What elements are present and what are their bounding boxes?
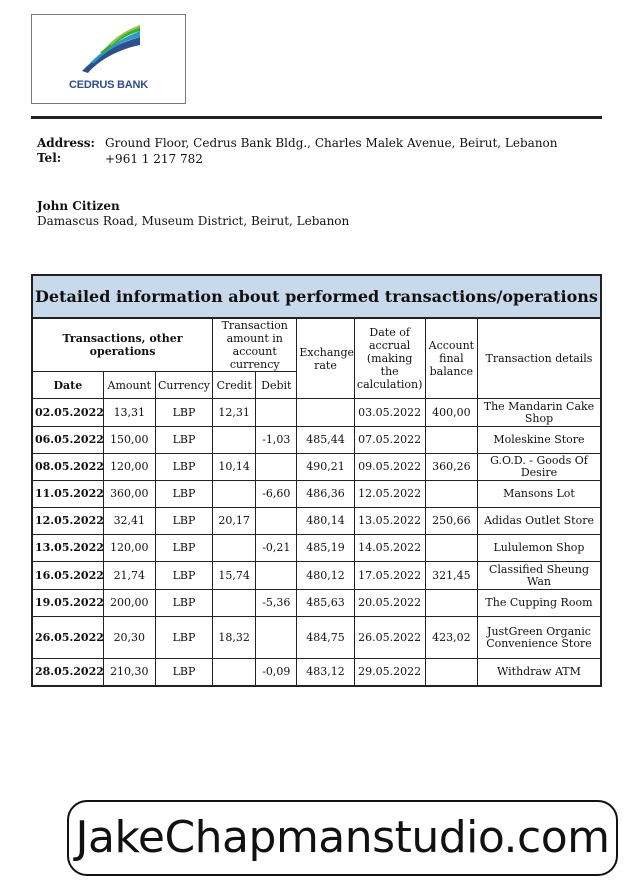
row-currency: LBP <box>155 399 212 427</box>
row-debit <box>256 508 297 535</box>
row-date: 28.05.2022 <box>32 659 103 686</box>
row-amount: 20,30 <box>103 617 155 659</box>
customer-block <box>37 199 349 229</box>
row-details: Adidas Outlet Store <box>477 508 601 535</box>
row-debit <box>256 617 297 659</box>
row-debit: -6,60 <box>256 481 297 508</box>
row-accrual-date: 17.05.2022 <box>354 562 425 590</box>
table-row <box>32 454 601 481</box>
row-credit <box>213 427 256 454</box>
row-credit: 12,31 <box>213 399 256 427</box>
row-details: The Mandarin Cake Shop <box>477 399 601 427</box>
row-currency: LBP <box>155 590 212 617</box>
row-balance <box>425 535 477 562</box>
row-exchange-rate: 484,75 <box>297 617 354 659</box>
row-debit: -5,36 <box>256 590 297 617</box>
row-credit: 20,17 <box>213 508 256 535</box>
row-accrual-date: 03.05.2022 <box>354 399 425 427</box>
row-details: Classified Sheung Wan <box>477 562 601 590</box>
transactions-body <box>32 399 601 686</box>
cedrus-logo-icon <box>78 25 142 77</box>
table-title: Detailed information about performed transactions/operations <box>32 275 601 318</box>
row-balance: 250,66 <box>425 508 477 535</box>
row-balance: 400,00 <box>425 399 477 427</box>
tel-label: Tel: <box>37 151 62 165</box>
table-row <box>32 508 601 535</box>
row-exchange-rate: 485,44 <box>297 427 354 454</box>
row-debit: -0,21 <box>256 535 297 562</box>
row-currency: LBP <box>155 535 212 562</box>
row-balance <box>425 427 477 454</box>
header-divider <box>31 116 602 119</box>
row-amount: 210,30 <box>103 659 155 686</box>
row-credit <box>213 659 256 686</box>
row-debit <box>256 454 297 481</box>
row-accrual-date: 13.05.2022 <box>354 508 425 535</box>
row-amount: 360,00 <box>103 481 155 508</box>
row-accrual-date: 29.05.2022 <box>354 659 425 686</box>
row-credit: 18,32 <box>213 617 256 659</box>
row-balance: 360,26 <box>425 454 477 481</box>
row-date: 06.05.2022 <box>32 427 103 454</box>
row-exchange-rate <box>297 399 354 427</box>
watermark: JakeChapmanstudio.com <box>67 800 618 876</box>
row-balance <box>425 481 477 508</box>
row-exchange-rate: 483,12 <box>297 659 354 686</box>
row-amount: 13,31 <box>103 399 155 427</box>
currency-header: Currency <box>155 372 212 399</box>
table-row <box>32 535 601 562</box>
row-currency: LBP <box>155 427 212 454</box>
row-accrual-date: 20.05.2022 <box>354 590 425 617</box>
row-details: The Cupping Room <box>477 590 601 617</box>
table-row <box>32 659 601 686</box>
row-currency: LBP <box>155 481 212 508</box>
row-date: 08.05.2022 <box>32 454 103 481</box>
row-details: Withdraw ATM <box>477 659 601 686</box>
row-balance <box>425 590 477 617</box>
row-accrual-date: 12.05.2022 <box>354 481 425 508</box>
row-details: Lululemon Shop <box>477 535 601 562</box>
row-date: 16.05.2022 <box>32 562 103 590</box>
table-row <box>32 617 601 659</box>
row-date: 12.05.2022 <box>32 508 103 535</box>
row-currency: LBP <box>155 454 212 481</box>
row-credit <box>213 481 256 508</box>
row-date: 11.05.2022 <box>32 481 103 508</box>
row-amount: 21,74 <box>103 562 155 590</box>
table-row <box>32 399 601 427</box>
row-details: JustGreen Organic Convenience Store <box>477 617 601 659</box>
final-balance-header: Account final balance <box>425 318 477 399</box>
transactions-table <box>31 274 602 687</box>
row-exchange-rate: 480,14 <box>297 508 354 535</box>
debit-header: Debit <box>256 372 297 399</box>
table-row <box>32 562 601 590</box>
row-balance <box>425 659 477 686</box>
row-details: Mansons Lot <box>477 481 601 508</box>
row-credit: 15,74 <box>213 562 256 590</box>
table-row <box>32 427 601 454</box>
row-currency: LBP <box>155 617 212 659</box>
row-exchange-rate: 486,36 <box>297 481 354 508</box>
row-date: 26.05.2022 <box>32 617 103 659</box>
exchange-rate-header: Exchange rate <box>297 318 354 399</box>
table-row <box>32 481 601 508</box>
row-currency: LBP <box>155 562 212 590</box>
customer-name: John Citizen <box>37 199 120 213</box>
row-amount: 120,00 <box>103 535 155 562</box>
customer-address: Damascus Road, Museum District, Beirut, Lebanon <box>37 214 350 228</box>
row-balance: 423,02 <box>425 617 477 659</box>
row-accrual-date: 09.05.2022 <box>354 454 425 481</box>
table-row <box>32 590 601 617</box>
row-debit: -0,09 <box>256 659 297 686</box>
amount-header: Amount <box>103 372 155 399</box>
bank-logo <box>31 14 186 104</box>
address-label: Address: <box>37 136 95 150</box>
group-header: Transactions, other operations <box>32 318 213 372</box>
row-date: 02.05.2022 <box>32 399 103 427</box>
row-exchange-rate: 485,19 <box>297 535 354 562</box>
bank-name: CEDRUS BANK <box>68 79 149 91</box>
row-balance: 321,45 <box>425 562 477 590</box>
amount-group-header: Transaction amount in account currency <box>213 318 297 372</box>
row-details: Moleskine Store <box>477 427 601 454</box>
accrual-date-header: Date of accrual (making the calculation) <box>354 318 425 399</box>
tel-value: +961 1 217 782 <box>105 152 203 166</box>
row-debit: -1,03 <box>256 427 297 454</box>
row-amount: 150,00 <box>103 427 155 454</box>
row-debit <box>256 399 297 427</box>
row-date: 19.05.2022 <box>32 590 103 617</box>
row-currency: LBP <box>155 659 212 686</box>
row-exchange-rate: 485,63 <box>297 590 354 617</box>
details-header: Transaction details <box>477 318 601 399</box>
row-amount: 120,00 <box>103 454 155 481</box>
row-accrual-date: 26.05.2022 <box>354 617 425 659</box>
row-credit <box>213 590 256 617</box>
address-value: Ground Floor, Cedrus Bank Bldg., Charles Malek Avenue, Beirut, Lebanon <box>105 136 558 150</box>
row-accrual-date: 14.05.2022 <box>354 535 425 562</box>
row-credit: 10,14 <box>213 454 256 481</box>
row-amount: 200,00 <box>103 590 155 617</box>
row-credit <box>213 535 256 562</box>
row-debit <box>256 562 297 590</box>
row-currency: LBP <box>155 508 212 535</box>
date-header: Date <box>32 372 103 399</box>
row-date: 13.05.2022 <box>32 535 103 562</box>
row-amount: 32,41 <box>103 508 155 535</box>
row-exchange-rate: 490,21 <box>297 454 354 481</box>
row-exchange-rate: 480,12 <box>297 562 354 590</box>
row-accrual-date: 07.05.2022 <box>354 427 425 454</box>
row-details: G.O.D. - Goods Of Desire <box>477 454 601 481</box>
credit-header: Credit <box>213 372 256 399</box>
